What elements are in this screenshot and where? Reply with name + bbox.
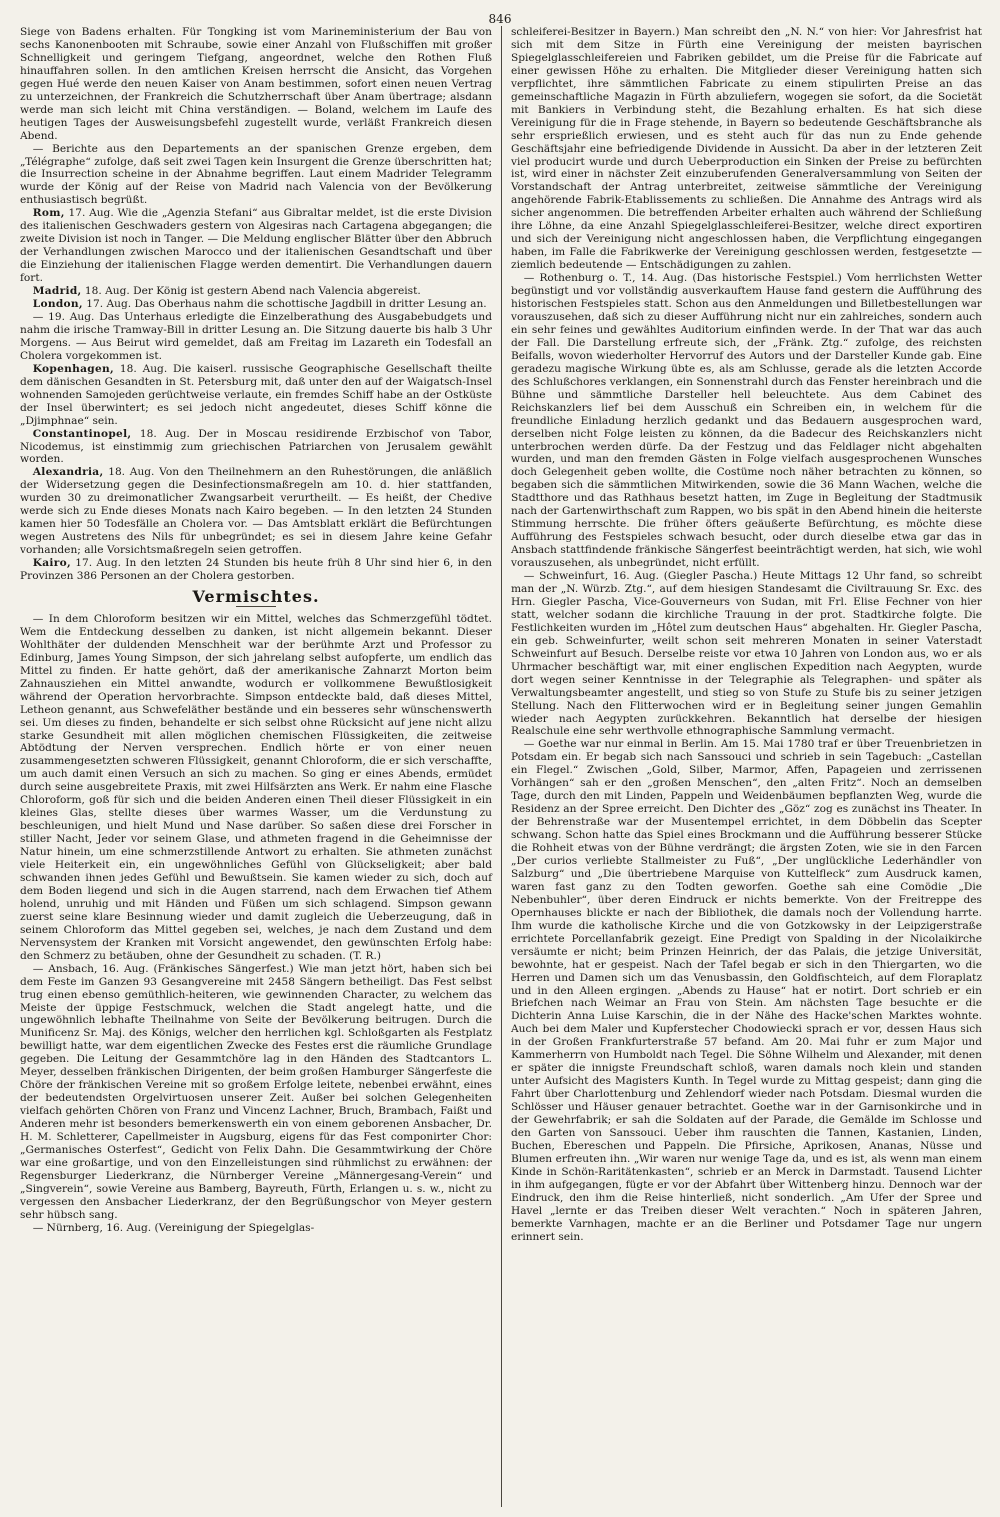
left-column	[20, 26, 501, 1507]
dateline: Rom,	[32, 207, 65, 220]
paragraph-text: — Ansbach, 16. Aug. (Fränkisches Sängerfest.) Wie man jetzt hört, haben sich bei dem Feste im Ganzen 93 Gesangvereine mit 2458 Sängern betheiligt. Das Fest selbst trug einen ebenso gemüthlich-heiteren, wie gewinnenden Character, zu welchem das Meiste der üppige Festschmuck, welchen die Stadt angelegt hatte, und die ungewöhnlich lebhafte Theilnahme von Seite der Bevölkerung beitrugen. Durch die Munificenz Sr. Maj. des Königs, welcher den herrlichen kgl. Schloßgarten als Festplatz bewilligt hatte, war dem eigentlichen Zwecke des Festes erst die räumliche Grundlage gegeben. Die Leitung der Gesammtchöre lag in den Händen des Stadtcantors L. Meyer, desselben fränkischen Dirigenten, der beim großen Hamburger Sängerfeste die Chöre der fränkischen Vereine mit so großem Erfolge leitete, nebenbei erwähnt, eines der bedeutendsten Orgelvirtuosen unserer Zeit. Außer bei solchen Gelegenheiten vielfach gehörten Chören von Franz und Vincenz Lachner, Bruch, Brambach, Faißt und Anderen mehr ist besonders bemerkenswerth ein von einem geborenen Ansbacher, Dr. H. M. Schletterer, Capellmeister in Augsburg, eigens für das Fest componirter Chor: „Germanisches Osterfest“, Gedicht von Felix Dahn. Die Gesammtwirkung der Chöre war eine großartige, und von den Einzelleistungen sind rühmlichst zu erwähnen: der Regensburger Liederkranz, die Nürnberger Vereine „Männergesang-Verein“ und „Singverein“, sowie Vereine aus Bamberg, Bayreuth, Fürth, Erlangen u. s. w., nicht zu vergessen den Ansbacher Liederkranz, der den Begrüßungschor von Meyer gestern sehr hübsch sang.	[20, 962, 492, 1221]
paragraph-text: Siege von Badens erhalten. Für Tongking ist vom Marineministerium der Bau von sechs Kanonenbooten mit Schraube, sowie einer Anzahl von Flußschiffen mit großer Schnelligkeit und geringem Tiefgang, angeordnet, welche den Rothen Fluß hinauffahren sollen. In den amtlichen Kreisen herrscht die Ansicht, das Vorgehen gegen Hué werde den neuen Kaiser von Anam bestimmen, sofort einen neuen Vertrag zu unterzeichnen, der Frankreich die Schutzherrschaft über Anam übertrage; alsdann werde man sich leicht mit China verständigen. — Boland, welchem im Laufe des heutigen Tages der Ausweisungsbefehl zugestellt wurde, verläßt Frankreich diesen Abend.	[20, 26, 492, 142]
dateline: London,	[32, 298, 83, 311]
paragraph-text: — Schweinfurt, 16. Aug. (Giegler Pascha.) Heute Mittags 12 Uhr fand, so schreibt man der „N. Würzb. Ztg.“, auf dem hiesigen Standesamt die Civiltrauung Sr. Exc. des Hrn. Giegler Pascha, Vice-Gouverneurs von Sudan, mit Frl. Elise Fechner von hier statt, welcher sodann die kirchliche Trauung in der prot. Stadtkirche folgte. Die Festlichkeiten wurden im „Hôtel zum deutschen Haus“ abgehalten. Hr. Giegler Pascha, ein geb. Schweinfurter, weilt schon seit mehreren Monaten in seiner Vaterstadt Schweinfurt auf Besuch. Derselbe reiste vor etwa 10 Jahren von London aus, wo er als Uhrmacher beschäftigt war, mit einer englischen Expedition nach Aegypten, wurde dort wegen seiner Kenntnisse in der Telegraphie als Telegraphen- und später als Verwaltungsbeamter angestellt, und stieg so von Stufe zu Stufe bis zu seiner jetzigen Stellung. Nach den Flitterwochen wird er in Begleitung seiner jungen Gemahlin wieder nach Aegypten zurückkehren. Bekanntlich hat derselbe der hiesigen Realschule eine sehr werthvolle ethnographische Sammlung vermacht.	[511, 570, 982, 738]
article-paragraph	[20, 466, 492, 557]
dateline: Kopenhagen,	[32, 362, 115, 375]
paragraph-text: — Nürnberg, 16. Aug. (Vereinigung der Spiegelglas-	[32, 1221, 315, 1234]
article-paragraph	[20, 311, 492, 363]
paragraph-text: 18. Aug. Der König ist gestern Abend nach Valencia abgereist.	[84, 285, 421, 298]
paragraph-text: 18. Aug. Der in Moscau residirende Erzbischof von Tabor, Nicodemus, ist einstimmig zum griechischen Patriarchen von Jerusalem gewählt worden.	[20, 427, 492, 466]
paragraph-text: 17. Aug. In den letzten 24 Stunden bis heute früh 8 Uhr sind hier 6, in den Provinzen 386 Personen an der Cholera gestorben.	[20, 557, 492, 583]
paragraph-text: — Rothenburg o. T., 14. Aug. (Das historische Festspiel.) Vom herrlichsten Wetter begünstigt und vor vollständig ausverkauftem Hause fand gestern die Aufführung des historischen Festspieles statt. Schon aus den Anmeldungen und Billetbestellungen war vorauszusehen, daß sich zu dieser Aufführung nicht nur ein zahlreiches, sondern auch ein sehr feines und gewähltes Auditorium einfinden werde. In der That war das auch der Fall. Die Darstellung erfreute sich, der „Fränk. Ztg.“ zufolge, des reichsten Beifalls, wovon wiederholter Hervorruf des Autors und der Darsteller Kunde gab. Eine geradezu magische Wirkung übte es, als am Schlusse, gerade als die letzten Accorde des Schlußchores verklangen, ein Sonnenstrahl durch das Fenster hereinbrach und die Bühne und sämmtliche Darsteller hell beleuchtete. Aus dem Cabinet des Reichskanzlers lief bei dem Ausschuß ein Schreiben ein, in welchem für die freundliche Einladung herzlich gedankt und das Bedauern ausgesprochen ward, derselben nicht Folge leisten zu können, da die Badecur des Reichskanzlers nicht unterbrochen werden dürfe. Da der Festzug und das Feldlager nicht abgehalten wurden, und man den fremden Gästen in Folge vielfach ausgesprochenen Wunsches doch Gelegenheit geben wollte, die Costüme noch näher betrachten zu können, so begaben sich die sämmtlichen Mitwirkenden, sowie die 36 Mann Wachen, welche die Stadtthore und das Rathhaus besetzt hatten, im Zuge in Begleitung der Stadtmusik nach der Gartenwirthschaft zum Rappen, wo bis spät in den Abend hinein die heiterste Stimmung herrschte. Die früher öfters geäußerte Befürchtung, es möchte diese Aufführung des Festspieles schwach besucht, oder durch dieselbe etwa gar das in Ansbach stattfindende fränkische Sängerfest beeinträchtigt werden, hat sich, wie wohl vorauszusehen, als unbegründet, nicht erfüllt.	[511, 272, 982, 570]
paragraph-text: — Goethe war nur einmal in Berlin. Am 15. Mai 1780 traf er über Treuenbrietzen in Potsdam ein. Er begab sich nach Sanssouci und schrieb in sein Tagebuch: „Castellan ein Flegel.“ Zwischen „Gold, Silber, Marmor, Affen, Papageien und zerrissenen Vorhängen“ sah er den „großen Menschen“, den „alten Fritz“. Noch an demselben Tage, durch den mit Linden, Pappeln und Weidenbäumen bepflanzten Weg, wurde die Residenz an der Spree erreicht. Den Dichter des „Göz“ zog es zunächst ins Theater. In der Behrenstraße war der Musentempel errichtet, in dem Döbbelin das Scepter schwang. Schon hatte das Spiel eines Brockmann und die Aufführung besserer Stücke die Rohheit etwas von der Bühne verdrängt; die ärgsten Zoten, wie sie in den Farcen „Der curios verliebte Stallmeister zu Fuß“, „Der unglückliche Lederhändler von Salzburg“ und „Die übertriebene Marquise von Kuttelfleck“ zum Ausdruck kamen, waren fast ganz zu den Todten geworfen. Goethe sah eine Comödie „Die Nebenbuhler“, über deren Eindruck er nichts bemerkte. Von der Freitreppe des Opernhauses blickte er nach der Bibliothek, die damals noch der Vollendung harrte. Ihm wurde die katholische Kirche und die von Gotzkowsky in der Leipzigerstraße errichtete Porcellanfabrik gezeigt. Eine Predigt von Spalding in der Nicolaikirche versäumte er nicht; beim Prinzen Heinrich, der das Palais, die jetzige Universität, bewohnte, hat er gespeist. Nach der Tafel begab er sich in den Thiergarten, wo die Herren und Damen sich um das Venusbassin, den Goldfischteich, auf dem Floraplatz und in den Alleen ergingen. „Abends zu Hause“ hat er notirt. Dort schrieb er ein Briefchen nach Weimar an Frau von Stein. Am nächsten Tage besuchte er die Dichterin Anna Luise Karschin, die in der Nähe des Hacke'schen Marktes wohnte. Auch bei dem Maler und Kupferstecher Chodowiecki sprach er vor, dessen Haus sich in der Großen Frankfurterstraße 57 befand. Am 20. Mai fuhr er zum Major und Kammerherrn von Humboldt nach Tegel. Die Söhne Wilhelm und Alexander, mit denen er später die innigste Freundschaft schloß, waren damals noch klein und standen unter Aufsicht des Magisters Kunth. In Tegel wurde zu Mittag gespeist; dann ging die Fahrt über Charlottenburg und Zehlendorf wieder nach Potsdam. Diesmal wurden die Schlösser und Häuser genauer betrachtet. Goethe war in der Garnisonkirche und in der Gewehrfabrik; er sah die Soldaten auf der Parade, die Gemälde im Schlosse und den Garten von Sanssouci. Ueber ihm rauschten die Tannen, Kastanien, Linden, Buchen, Ebereschen und Pappeln. Die Pfirsiche, Aprikosen, Ananas, Nüsse und Blumen erfreuten ihn. „Wir waren nur wenige Tage da, und es ist, als wenn man einem Kinde in Schön-Raritätenkasten“, schrieb er an Merck in Darmstadt. Tausend Lichter in ihm aufgegangen, fügte er vor der Abfahrt über Wittenberg hinzu. Dennoch war der Eindruck, den ihm die Reise hinterließ, nicht sonderlich. „Am Ufer der Spree und Havel „lernte er das Treiben dieser Welt verachten.“ Noch in späteren Jahren, bemerkte Varnhagen, machte er an die Berliner und Potsdamer Tage nur ungern erinnert sein.	[511, 738, 982, 1243]
article-paragraph	[20, 298, 492, 311]
columns	[20, 26, 982, 1507]
article-paragraph	[511, 738, 982, 1243]
dateline: Constantinopel,	[32, 427, 132, 440]
paragraph-text: — In dem Chloroform besitzen wir ein Mittel, welches das Schmerzgefühl tödtet. Wem die Entdeckung desselben zu danken, ist nicht allgemein bekannt. Dieser Wohlthäter der duldenden Menschheit war der berühmte Arzt und Professor zu Edinburg, James Young Simpson, der sich jahrelang selbst aufopferte, um endlich das Mittel zu finden. Er hatte gehört, daß der amerikanische Zahnarzt Morton beim Zahnausziehen ein Mittel anwandte, wodurch er vollkommene Bewußtlosigkeit während der Operation hervorbrachte. Simpson entdeckte bald, daß dieses Mittel, Letheon genannt, aus Schwefeläther bestände und ein besseres sehr wünschenswerth sei. Um dieses zu finden, behandelte er sich selbst ohne Rücksicht auf jene nicht allzu starke Gesundheit mit allen möglichen chemischen Flüssigkeiten, die zeitweise Abtödtung der Nerven versprechen. Endlich hörte er von einer neuen zusammengesetzten schweren Flüssigkeit, genannt Chloroform, die er sich verschaffte, um auch damit einen Versuch an sich zu machen. So ging er eines Abends, ermüdet durch seine ausgebreitete Praxis, mit zwei Hilfsärzten ans Werk. Er nahm eine Flasche Chloroform, goß für sich und die beiden Anderen einen Theil dieser Flüssigkeit in ein kleines Glas, stellte dieses über warmes Wasser, um die Verdunstung zu beschleunigen, und hielt Mund und Nase darüber. So saßen diese drei Forscher in stiller Nacht, Jeder vor seinem Glase, und athmeten fragend in die Geheimnisse der Natur hinein, um eine schmerzstillende Antwort zu erhalten. Sie athmeten zunächst viele Heiterkeit ein, ein ungewöhnliches Gefühl von Glückseligkeit; aber bald schwanden ihnen jedes Gefühl und Bewußtsein. Sie kamen wieder zu sich, doch auf dem Boden liegend und sich in die Augen starrend, nach dem Erwachen tief Athem holend, unruhig und mit Händen und Füßen um sich schlagend. Simpson gewann zuerst seine klare Besinnung wieder und damit zugleich die Ueberzeugung, daß in seinem Chloroform das Mittel gegeben sei, welches, je nach dem Zustand und dem Nervensystem der Kranken mit Vorsicht angewendet, den gewünschten Erfolg habe: den Schmerz zu betäuben, ohne der Gesundheit zu schaden. (T. R.)	[20, 612, 492, 962]
section-heading: Vermischtes.	[192, 586, 320, 606]
article-paragraph	[20, 613, 492, 963]
article-paragraph	[20, 963, 492, 1222]
article-paragraph	[20, 207, 492, 285]
article-paragraph	[20, 428, 492, 467]
page-number: 846	[488, 12, 512, 26]
article-paragraph	[20, 557, 492, 583]
right-column	[501, 26, 982, 1507]
article-paragraph	[20, 285, 492, 298]
paragraph-text: — 19. Aug. Das Unterhaus erledigte die Einzelberathung des Ausgabebudgets und nahm die irische Tramway-Bill in dritter Lesung an. Die Sitzung dauerte bis halb 3 Uhr Morgens. — Aus Beirut wird gemeldet, daß am Freitag im Lazareth ein Todesfall an Cholera vorgekommen ist.	[20, 310, 492, 362]
paragraph-text: schleiferei-Besitzer in Bayern.) Man schreibt den „N. N.“ von hier: Vor Jahresfrist hat sich mit dem Sitze in Fürth eine Vereinigung der meisten bayrischen Spiegelglasschleifereien und Fabriken gebildet, um die Preise für die Fabricate auf einer gewissen Höhe zu erhalten. Die Mitglieder dieser Vereinigung hatten sich verpflichtet, ihre sämmtlichen Fabricate zu einem stipulirten Preise an das gemeinschaftliche Magazin in Fürth abzuliefern, wogegen sie sofort, da die Societät mit Bankiers in Verbindung steht, die Bezahlung erhalten. Es hat sich diese Vereinigung für die in Frage stehende, in Bayern so bedeutende Geschäftsbranche als sehr ersprießlich erwiesen, und es steht auch für das nun zu Ende gehende Geschäftsjahr eine befriedigende Dividende in Aussicht. Da aber in der letzteren Zeit viel producirt wurde und durch Ueberproduction ein Sinken der Preise zu befürchten ist, wird einer in nächster Zeit einzuberufenden Generalversammlung von Seiten der Vorstandschaft der Antrag unterbreitet, zeitweise sämmtliche der Vereinigung angehörende Fabrik-Etablissements zu schließen. Die Annahme des Antrags wird als sicher angenommen. Die betreffenden Arbeiter erhalten auch während der Schließung ihre Löhne, da eine Anzahl Spiegelglasschleiferei-Besitzer, welche direct exportiren und sich der Vereinigung nicht angeschlossen haben, die Verpflichtung eingegangen haben, im Falle die Fabrikwerke der Vereinigung geschlossen werden, festgesetzte — ziemlich bedeutende — Entschädigungen zu zahlen.	[511, 26, 982, 272]
article-paragraph	[20, 143, 492, 208]
paragraph-text: 18. Aug. Die kaiserl. russische Geographische Gesellschaft theilte dem dänischen Gesandten in St. Petersburg mit, daß unter den auf der Waigatsch-Insel wohnenden Samojeden gerüchtweise verlaute, ein fremdes Schiff habe an der Ostküste der Insel überwintert; es sei jedoch nicht angedeutet, dieses Schiff könne die „Djimphnae“ sein.	[20, 362, 492, 427]
paragraph-text: 18. Aug. Von den Theilnehmern an den Ruhestörungen, die anläßlich der Widersetzung gegen die Desinfectionsmaßregeln am 10. d. hier stattfanden, wurden 30 zu dreimonatlicher Zwangsarbeit verurtheilt. — Es heißt, der Chedive werde sich zu Ende dieses Monats nach Kairo begeben. — In den letzten 24 Stunden kamen hier 50 Todesfälle an Cholera vor. — Das Amtsblatt erklärt die Befürchtungen wegen Austretens des Nils für unbegründet; es sei in diesem Jahre keine Gefahr vorhanden; alle Vorsichtsmaßregeln seien getroffen.	[20, 466, 492, 557]
article-paragraph	[511, 272, 982, 570]
heading-rule	[236, 606, 276, 607]
paragraph-text: — Berichte aus den Departements an der spanischen Grenze ergeben, dem „Télégraphe“ zufolge, daß seit zwei Tagen kein Insurgent die Grenze überschritten hat; die Insurrection scheine in der Abnahme begriffen. Laut einem Madrider Telegramm wurde der König auf der Reise von Madrid nach Valencia von der Bevölkerung enthusiastisch begrüßt.	[20, 142, 492, 207]
article-paragraph	[20, 363, 492, 428]
dateline: Madrid,	[32, 285, 82, 298]
article-paragraph	[511, 570, 982, 738]
dateline: Kairo,	[32, 557, 71, 570]
article-paragraph	[20, 26, 492, 143]
paragraph-text: 17. Aug. Wie die „Agenzia Stefani“ aus Gibraltar meldet, ist die erste Division des italienischen Geschwaders gestern von Algesiras nach Cartagena abgegangen; die zweite Division ist noch in Tanger. — Die Meldung englischer Blätter über den Abbruch der Verhandlungen zwischen Marocco und der italienischen Gesandtschaft und über die Einziehung der italienischen Flagge werden dementirt. Die Verhandlungen dauern fort.	[20, 207, 492, 285]
article-paragraph	[511, 26, 982, 272]
dateline: Alexandria,	[32, 466, 104, 479]
paragraph-text: 17. Aug. Das Oberhaus nahm die schottische Jagdbill in dritter Lesung an.	[86, 298, 487, 311]
article-paragraph	[20, 1222, 492, 1235]
